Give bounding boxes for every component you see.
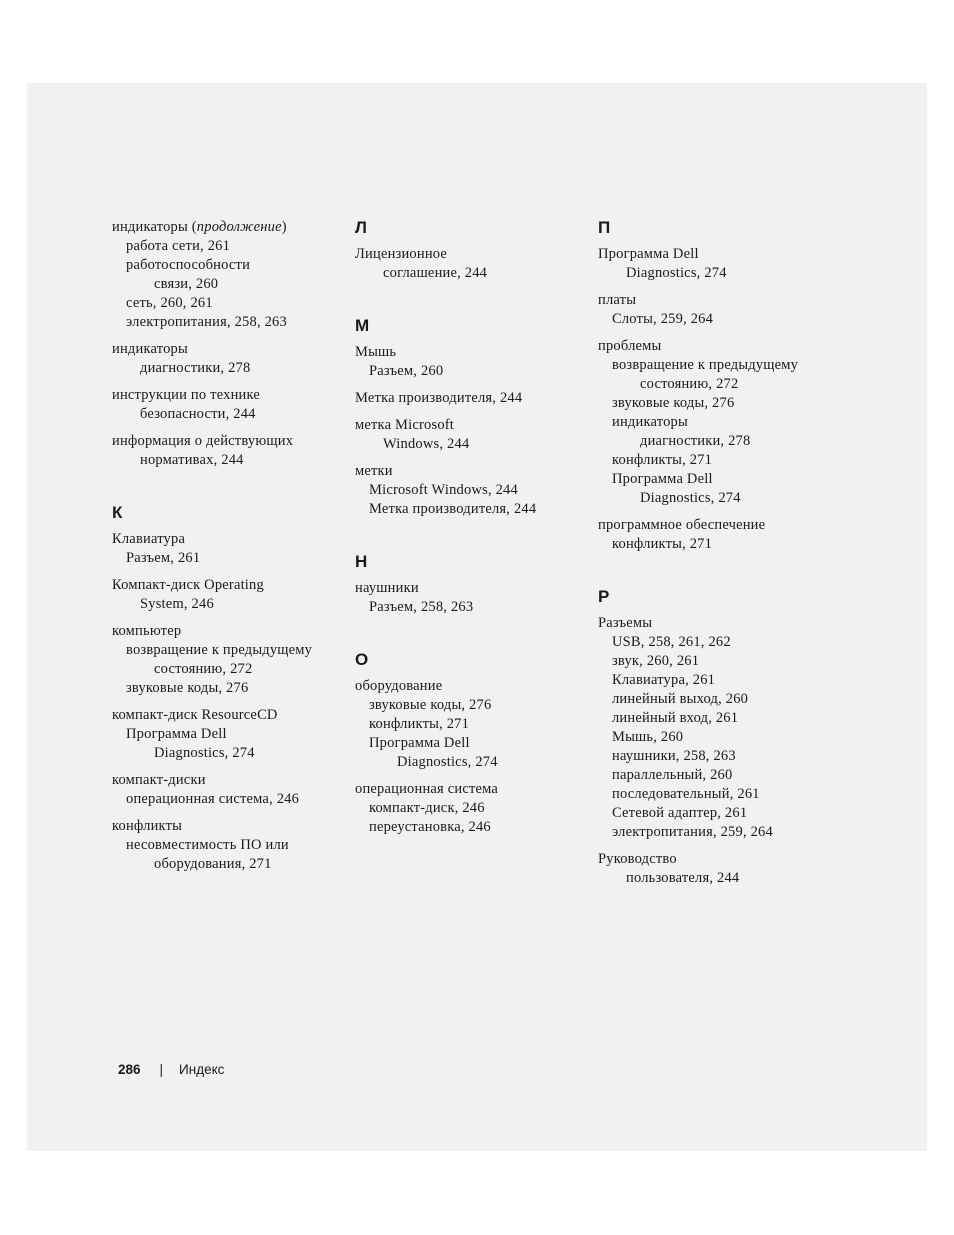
index-subterm: звуковые коды, 276 [612,395,735,411]
page-number: 286 [118,1062,141,1077]
index-entry [355,677,580,772]
index-term: компьютер [112,623,182,639]
index-letter-heading: О [355,650,369,669]
index-letter-heading: Л [355,218,368,237]
index-subterm: сеть, 260, 261 [126,295,213,311]
index-term [112,218,337,237]
index-entry [355,389,580,408]
index-term-text: индикаторы ( [112,219,197,235]
index-term: компакт-диск ResourceCD [112,707,278,723]
index-entry [355,416,580,454]
index-subterm: возвращение к предыдущему [612,357,799,373]
page [27,83,927,1151]
index-term: конфликты [112,818,183,834]
index-subterm: последовательный, 261 [612,786,760,802]
index-entry [112,817,337,874]
index-subterm: операционная система, 246 [126,791,300,807]
footer-separator: | [159,1062,164,1077]
index-subterm: Метка производителя, 244 [369,501,537,517]
index-continuation: безопасности, 244 [140,406,256,422]
index-subterm: конфликты, 271 [369,716,470,732]
index-subterm: индикаторы [612,414,688,430]
index-continuation: состоянию, 272 [154,661,253,677]
index-term: проблемы [598,338,662,354]
index-continuation: связи, 260 [154,276,219,292]
index-subterm: несовместимость ПО или [126,837,289,853]
index-entry [112,432,337,470]
index-entry [112,576,337,614]
index-subterm: Программа Dell [369,735,470,751]
index-entry [598,516,823,554]
index-term: информация о действующих [112,433,294,449]
index-subterm: Разъем, 260 [369,363,444,379]
index-letter-heading: Н [355,552,368,571]
index-subterm: USB, 258, 261, 262 [612,634,731,650]
index-entry [598,245,823,283]
index-subterm: конфликты, 271 [612,452,713,468]
index-term: Мышь [355,344,397,360]
index-term: метка Microsoft [355,417,455,433]
index-entry [355,343,580,381]
index-entry [598,850,823,888]
index-subterm: линейный вход, 261 [612,710,739,726]
index-letter-heading: К [112,503,123,522]
page-footer [118,1061,224,1079]
index-entry [112,706,337,763]
index-subterm: электропитания, 259, 264 [612,824,773,840]
index-continuation: оборудования, 271 [154,856,272,872]
index-continuation: Diagnostics, 274 [397,754,498,770]
index-term: Клавиатура [112,531,186,547]
index-subterm: Сетевой адаптер, 261 [612,805,748,821]
index-subterm: электропитания, 258, 263 [126,314,287,330]
index-column-2 [355,83,580,837]
index-subterm: Программа Dell [612,471,713,487]
index-continuation: Diagnostics, 274 [640,490,741,506]
index-subterm: Microsoft Windows, 244 [369,482,518,498]
index-term: Разъемы [598,615,653,631]
index-subterm: Мышь, 260 [612,729,684,745]
index-entry [598,614,823,842]
index-entry [355,462,580,519]
index-subterm: звуковые коды, 276 [126,680,249,696]
index-entry [355,245,580,283]
index-subterm: звуковые коды, 276 [369,697,492,713]
index-subterm: наушники, 258, 263 [612,748,736,764]
index-subterm: возвращение к предыдущему [126,642,313,658]
index-continuation: Diagnostics, 274 [154,745,255,761]
index-continuation: нормативах, 244 [140,452,244,468]
index-subterm: работоспособности [126,257,251,273]
index-term: инструкции по технике [112,387,261,403]
index-term: Программа Dell [598,246,699,262]
index-continuation: состоянию, 272 [640,376,739,392]
index-entry [112,771,337,809]
index-entry [112,622,337,698]
index-continuation: диагностики, 278 [140,360,251,376]
index-entry [112,530,337,568]
index-letter-heading: М [355,316,370,335]
index-entry [355,579,580,617]
index-continuation: System, 246 [140,596,214,612]
index-term: Лицензионное [355,246,448,262]
index-entry [112,218,337,332]
index-term: Компакт-диск Operating [112,577,264,593]
index-term: программное обеспечение [598,517,766,533]
index-subterm: Разъем, 261 [126,550,201,566]
index-continuation: диагностики, 278 [640,433,751,449]
index-term: метки [355,463,393,479]
index-term: Метка производителя, 244 [355,390,523,406]
footer-section-title: Индекс [179,1062,225,1077]
index-column-3 [598,83,823,888]
index-term-text: ) [281,219,287,235]
index-subterm: конфликты, 271 [612,536,713,552]
index-term: компакт-диски [112,772,206,788]
index-term: операционная система [355,781,499,797]
index-continuation: Diagnostics, 274 [626,265,727,281]
index-subterm: Разъем, 258, 263 [369,599,474,615]
index-term: индикаторы [112,341,188,357]
index-term: платы [598,292,637,308]
index-subterm: параллельный, 260 [612,767,733,783]
index-continuation: соглашение, 244 [383,265,488,281]
index-subterm: линейный выход, 260 [612,691,749,707]
index-entry [598,291,823,329]
index-term: Руководство [598,851,677,867]
index-subterm: работа сети, 261 [126,238,231,254]
index-continuation: пользователя, 244 [626,870,740,886]
index-subterm: переустановка, 246 [369,819,491,835]
index-subterm: компакт-диск, 246 [369,800,485,816]
index-entry [112,340,337,378]
index-column-1 [112,83,337,874]
index-letter-heading: Р [598,587,610,606]
index-entry [355,780,580,837]
index-entry [598,337,823,508]
index-subterm: Клавиатура, 261 [612,672,716,688]
index-subterm: звук, 260, 261 [612,653,700,669]
index-continuation: Windows, 244 [383,436,470,452]
index-subterm: Слоты, 259, 264 [612,311,714,327]
index-term: оборудование [355,678,443,694]
continued-note: продолжение [196,219,282,235]
index-subterm: Программа Dell [126,726,227,742]
index-entry [112,386,337,424]
index-term: наушники [355,580,419,596]
index-letter-heading: П [598,218,611,237]
